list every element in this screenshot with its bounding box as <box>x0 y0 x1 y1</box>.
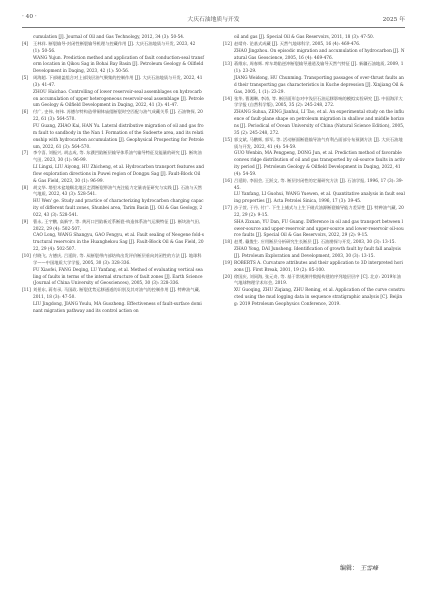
reference-number: [19] <box>223 260 232 266</box>
reference-text: LI Lingxi, LIU Aiyong, HU Zhicheng, et al. Hydrocarbon transport features and flow exploration directions in Puwei region of Dongpu Sag [J]. Fault-Block Oil & Gas Field, 2023, 30 (1): 96-99. <box>33 165 205 184</box>
reference-entry <box>223 42 405 49</box>
reference-entry <box>22 110 204 124</box>
reference-number: [17] <box>223 206 232 212</box>
journal-title: 大庆石油地质与开发 <box>187 17 240 23</box>
reference-text: 徐国庆, 刘同海, 张元奇, 等. 基于常规测井数据构建的序列地层层序 [C]. 北京: 2019年油气地球物理学术年会, 2019. <box>234 274 401 287</box>
reference-text: ZHAO Yong, DAI Junsheng. Identification of growth fault by fault fall analysis [J]. Petroleum Exploration and Development, 2003, 30 (3): 13-15. <box>234 247 401 259</box>
reference-entry <box>22 76 204 90</box>
reference-text: XU Guoqing, ZHU Ziqiang, ZHU Rening, et al. Application of the curve constructed using the mud logging data in sequence stratigraphic analysis [C]. Beijing: 2019 Petroleum Geophysics Conference, 2019. <box>234 288 405 307</box>
reference-number: [4] <box>22 41 29 47</box>
reference-translation <box>22 56 204 77</box>
reference-text: 李令喜, 刘振兴, 胡志成, 等. 东濮凹陷断层输导体系油气输导特征及能量的研究 [J]. 断块油气田, 2023, 30 (1): 96-99. <box>33 151 202 164</box>
reference-number: [12] <box>223 41 232 47</box>
editor-credit <box>340 563 378 572</box>
reference-translation <box>223 288 405 309</box>
reference-text: 郭文斌, 马鹏辉, 郭军, 等. 活动断面断裂输导油气有利凸面部分布预测方法 [J]. 大庆石油地质与开发, 2022, 41 (4): 54-59. <box>234 137 403 150</box>
reference-text: CAO Long, WANG Shangyu, GAO Fengyu, et al. Fault sealing of Neogene fold-structural reservoirs in the Huanghekou Sag [J]. Fault-Block Oil & Gas Field, 2022, 29 (4): 502-507. <box>33 233 204 253</box>
reference-translation <box>22 268 204 289</box>
reference-translation <box>22 199 204 220</box>
reference-translation <box>22 35 204 42</box>
reference-text: ZHAO Jingzhou. On episodic migration and accumulation of hydrocarbon [J]. Natural Gas Geoscience, 2005, 16 (4): 469-476. <box>234 48 405 61</box>
reference-translation <box>223 110 405 137</box>
reference-text: 沙子萱, 于丹, 付广. 下生上储式与上生下储式油源断裂输导能力差异性 [J]. 特种油气藏, 2022, 29 (2): 9-15. <box>234 206 404 218</box>
reference-entry <box>22 186 204 200</box>
reference-translation <box>22 233 204 254</box>
references-column-left <box>22 35 204 316</box>
reference-text: GUO Wenbin, MA Pengpeng, DONG Jun, et al. Prediction method of favorable convex ridge distribution of oil and gas transported by oil-source faults in activity period [J]. Petroleum Geology & Oilfield Development in Daqing, 2022, 41 (4): 54-59. <box>234 151 405 177</box>
reference-entry <box>223 206 405 220</box>
reference-text: 赵靖舟. 论基式成藏 [J]. 天然气地球科学, 2005, 16 (4): 469-476. <box>234 41 361 47</box>
reference-number: [18] <box>223 240 232 246</box>
reference-number: [6] <box>22 110 29 116</box>
reference-translation <box>22 165 204 186</box>
reference-text: JIANG Weidong, HU Chunming. Transporting passages of over-thrust faults and their transporting gas characteristics in Kuche depression [J]. Xinjiang Oil & Gas, 2005, 1 (1): 23-29. <box>234 76 404 95</box>
reference-text: LIU Jingdong, JIANG Youlu, MA Guozheng. Effectiveness of fault-surface dominant migration pathway and its control action on <box>33 301 202 314</box>
reference-text: 刘景东, 蒋有录, 马国政. 断裂优势运移通道的识别及其对油气的控制作用 [J]. 特种油气藏, 2011, 18 (3): 47-50. <box>33 288 201 301</box>
reference-text: 周海超. 下部储盖组合对上部浅层油气聚集的控制作用 [J]. 大庆石油地质与开发, 2022, 41 (3): 41-47. <box>33 76 203 88</box>
reference-text: 王林祥. 断裂输导-封闭性断裂输导机理与控藏作用 [J]. 大庆石油地质与开发, 2023, 42 (1): 50-56. <box>33 41 196 54</box>
reference-entry <box>22 254 204 268</box>
reference-translation <box>223 35 405 42</box>
page-number: · 40 · <box>22 14 37 20</box>
reference-text: 赵勇, 戴俊生. 应用断层分析研究生长断层 [J]. 石油勘探与开发, 2003, 30 (3): 13-15. <box>234 240 396 246</box>
reference-entry <box>223 240 405 247</box>
header-divider <box>22 27 405 28</box>
reference-number: [16] <box>223 178 232 184</box>
running-header <box>22 14 405 26</box>
reference-text: 曹永, 王宇鹏, 高新宇, 等. 黄河口凹陷新近系断裂-构造体系油气运聚特征 [J]. 断块油气田, 2022, 29 (4): 502-507. <box>33 219 201 232</box>
reference-text: WANG Yujun. Prediction method and application of fault conduction-seal transform location in Qikou Sag in Bohai Bay Basin [J]. Petroleum Geology & Oilfield Development in Daqing, 2023, 42 (1): 50-56. <box>33 55 204 75</box>
reference-number: [5] <box>22 76 29 82</box>
reference-text: ROBERTS A. Curvature attributes and their application to 3D interpreted horizons [J]. First Break, 2001, 19 (2): 85-100. <box>234 260 403 273</box>
reference-entry <box>22 288 204 302</box>
reference-text: 蒋维东, 周春辉. 库车坳陷逆冲断裂输导通道及输导天然气特征 [J]. 新疆石油地质, 2009, 1 (1): 23-29. <box>234 62 404 75</box>
reference-number: [7] <box>22 151 29 157</box>
reference-number: [20] <box>223 274 232 280</box>
reference-text: 胡文华. 塔里木盆地顺北地区走滑断裂带油气充注能力定量表征研究与实践 [J]. 石油与天然气地质, 2022, 43 (3): 528-541. <box>33 185 203 198</box>
reference-translation <box>22 124 204 151</box>
editor-label: 编辑： <box>340 565 359 572</box>
reference-text: cumulation [J]. Journal of Oil and Gas Technology, 2012, 34 (3): 50-54. <box>33 35 185 40</box>
reference-translation <box>22 302 204 316</box>
reference-text: LU Yanfang, LI Guohui, WANG Yuewen, et al. Quantitative analysis in fault sealing properties [J]. Acta Petrolei Sinica, 1996, 17 (3): 39-45. <box>234 192 405 205</box>
reference-entry <box>223 62 405 76</box>
reference-text: ZHANG Suhua, ZENG Jianhui, LI Tao, et al. An experimental study on the influence of fault-plane shape on petroleum migration in shallow and middle horizons [J]. Periodical of Ocean University of China (Natural Science Edition), 2005, 35 (2): 245-248, 272. <box>234 110 405 136</box>
reference-text: ZHOU Haichao. Controlling of lower reservoir-seal assemblages on hydrocarbon accumulation of upper heterogeneous reservoir-seal assemblage [J]. Petroleum Geology & Oilfield Development in Daqing, 2022, 41 (3): 41-47. <box>33 89 204 109</box>
reference-text: FU Guang, ZHAO Kai, HAN Yu. Lateral distributive migration of oil and gas from fault to sandbody in the Nan 1 Formation of the Sudeerte area, and its relationship with hydrocarbon accumulation [J]. Geophysical Prospecting for Petroleum, 2022, 61 (3): 564-570. <box>33 123 204 150</box>
reference-translation <box>22 90 204 111</box>
reference-text: 付晓飞, 方德庆, 吕延防, 等. 从断裂带内部结构出发评价断层垂向封闭性的方法 [J]. 地球科学——中国地质大学学报, 2005, 30 (3): 328-336. <box>33 254 202 266</box>
reference-entry <box>22 220 204 234</box>
reference-entry <box>223 97 405 111</box>
reference-text: SHA Zixuan, YU Dan, FU Guang. Difference in oil and gas transport between lower-source and upper-reservoir and upper-source and lower-reservoir oil-source faults [J]. Special Oil & Gas Reservoirs, 2022, 29 (2): 9-15. <box>234 219 404 239</box>
reference-number: [10] <box>22 254 31 259</box>
reference-text: 张华, 曹湘琳, 李涛, 等. 断层面形态对中浅层石油运移影响的模拟实验研究 [J]. 中国海洋大学学报 (自然科学版), 2005, 35 (2): 245-248, 272. <box>234 96 403 109</box>
reference-entry <box>22 151 204 165</box>
reference-text: 付广, 史伟, 何伟. 苏德尔特构造带铜钵庙组断裂时空匹配与油气成藏关系 [J]. 石油物探, 2022, 61 (3): 564-570. <box>33 110 203 123</box>
reference-entry <box>223 138 405 152</box>
reference-entry <box>223 275 405 289</box>
reference-number: [9] <box>22 219 29 225</box>
publication-year: 2025 年 <box>382 17 405 23</box>
reference-number: [11] <box>22 288 31 294</box>
reference-text: HU Wen' ge. Study and practice of characterizing hydrocarbon charging capacity of different fault zones, Shunbei area, Tarim Basin [J]. Oil & Gas Geology, 2022, 43 (3): 528-541. <box>33 199 204 218</box>
reference-number: [14] <box>223 96 232 102</box>
reference-translation <box>223 220 405 241</box>
reference-translation <box>223 192 405 206</box>
reference-translation <box>223 151 405 178</box>
reference-entry <box>223 179 405 193</box>
reference-translation <box>223 76 405 97</box>
reference-number: [13] <box>223 62 232 68</box>
references-column-right <box>223 35 405 309</box>
reference-number: [15] <box>223 137 232 143</box>
editor-name: 王雪峰 <box>359 565 378 572</box>
reference-number: [8] <box>22 185 29 191</box>
reference-translation <box>223 247 405 261</box>
reference-text: 吕延防, 李国会, 王跃文, 等. 断层封闭性的定量研究方法 [J]. 石油学报, 1996, 17 (3): 39-45. <box>234 178 404 191</box>
reference-text: FU Xiaofei, FANG Deqing, LU Yanfang, et al. Method of evaluating vertical sealing of faults in terms of the internal structure of fault zones [J]. Earth Science (Journal of China University of Geosciences), 2005, 30 (3): 328-336. <box>33 267 203 287</box>
reference-text: oil and gas [J]. Special Oil & Gas Reservoirs, 2011, 18 (3): 47-50. <box>234 35 375 40</box>
reference-entry <box>223 261 405 275</box>
reference-translation <box>223 49 405 63</box>
reference-entry <box>22 42 204 56</box>
